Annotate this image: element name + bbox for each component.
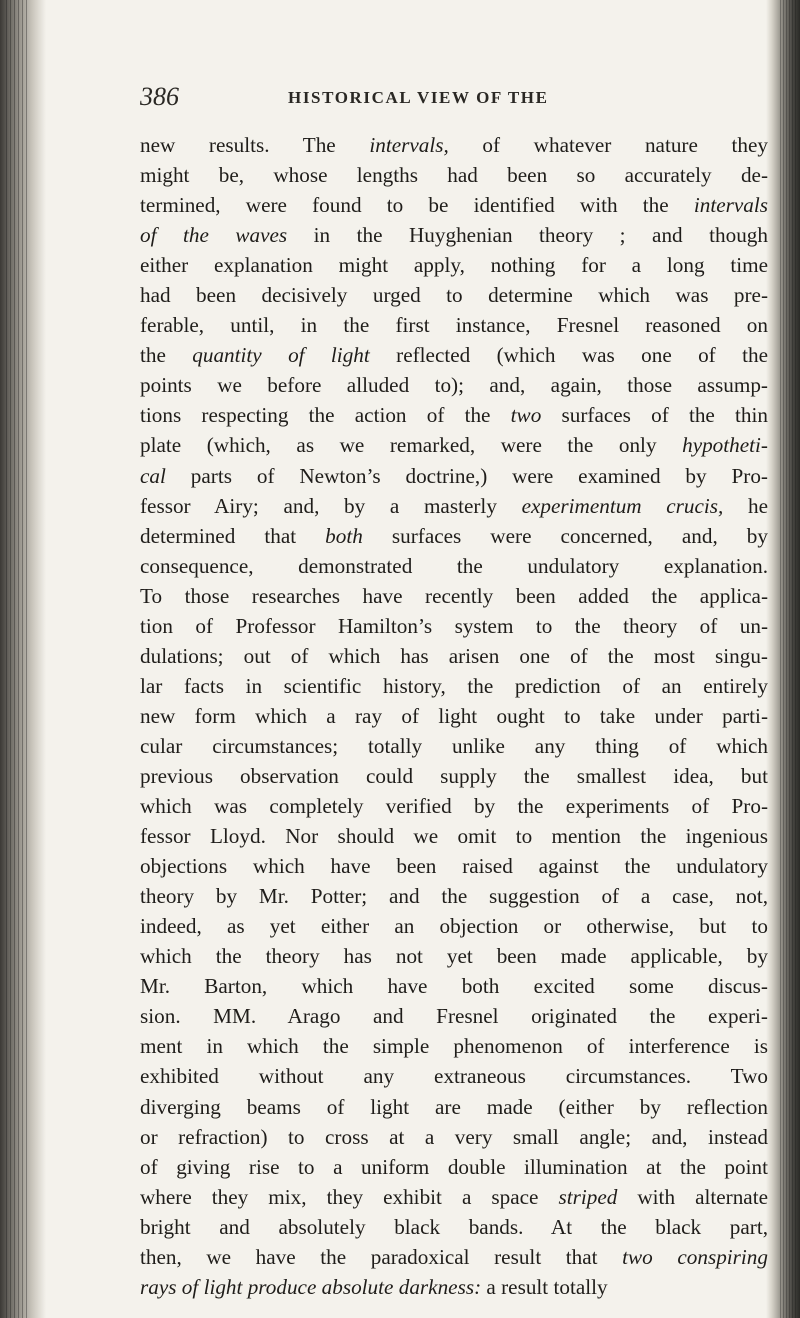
text-line — [140, 881, 768, 911]
text-run: exhibited without any extraneous circumstances. Two — [140, 1064, 768, 1089]
text-run: fessor Lloyd. Nor should we omit to mention the ingenious — [140, 824, 768, 849]
text-run: indeed, as yet either an objection or otherwise, but to — [140, 914, 768, 939]
page-number: 386 — [140, 82, 179, 111]
text-run: lar facts in scientific history, the prediction of an entirely — [140, 673, 768, 698]
text-line — [140, 731, 768, 761]
italic-text: striped — [558, 1184, 618, 1209]
text-run: he — [723, 493, 769, 518]
text-run: To those researches have recently been added the applica- — [140, 583, 768, 608]
text-line — [140, 551, 768, 581]
text-line — [140, 701, 768, 731]
text-run: previous observation could supply the smallest idea, but — [140, 763, 768, 788]
text-run: surfaces of the thin — [541, 403, 768, 428]
text-line — [140, 310, 768, 340]
text-line — [140, 1272, 768, 1302]
text-run: either explanation might apply, nothing for a long time — [140, 253, 768, 278]
text-line — [140, 461, 768, 491]
text-line — [140, 1212, 768, 1242]
text-run: theory by Mr. Potter; and the suggestion of a case, not, — [140, 884, 768, 909]
text-run: which was completely verified by the experiments of Pro- — [140, 794, 768, 819]
text-run: dulations; out of which has arisen one of the most singu- — [140, 643, 768, 668]
text-run: which the theory has not yet been made applicable, by — [140, 944, 768, 969]
text-run: the — [140, 343, 193, 368]
text-line — [140, 1061, 768, 1091]
text-run: ferable, until, in the first instance, Fresnel reasoned on — [140, 313, 768, 338]
italic-text: hypotheti- — [682, 433, 768, 458]
text-line — [140, 1001, 768, 1031]
text-line — [140, 1152, 768, 1182]
text-run: a result totally — [481, 1274, 608, 1299]
text-line — [140, 911, 768, 941]
italic-text: intervals — [693, 193, 768, 218]
text-line — [140, 430, 768, 460]
running-head: HISTORICAL VIEW OF THE — [288, 88, 549, 107]
text-line — [140, 581, 768, 611]
text-line — [140, 1031, 768, 1061]
italic-text: rays of light produce absolute darkness: — [140, 1274, 482, 1299]
text-run: with alternate — [617, 1184, 768, 1209]
text-run: or refraction) to cross at a very small angle; and, instead — [140, 1124, 768, 1149]
text-line — [140, 971, 768, 1001]
text-line — [140, 791, 768, 821]
right-page-edge — [766, 0, 800, 1318]
text-run: where they mix, they exhibit a space — [140, 1184, 559, 1209]
text-line — [140, 1242, 768, 1272]
text-run: consequence, demonstrated the undulatory explanation. — [140, 553, 768, 578]
text-line — [140, 370, 768, 400]
text-line — [140, 400, 768, 430]
text-run: might be, whose lengths had been so accurately de- — [140, 163, 768, 188]
text-line — [140, 220, 768, 250]
text-line — [140, 941, 768, 971]
text-line — [140, 280, 768, 310]
text-run: surfaces were concerned, and, by — [362, 523, 768, 548]
body-text — [140, 130, 768, 1302]
text-run: tion of Professor Hamilton’s system to the theory of un- — [140, 613, 768, 638]
text-run: ment in which the simple phenomenon of interference is — [140, 1034, 768, 1059]
text-line — [140, 1092, 768, 1122]
text-line — [140, 851, 768, 881]
italic-text: two conspiring — [622, 1244, 768, 1269]
text-run: termined, were found to be identified with the — [140, 193, 694, 218]
text-run: then, we have the paradoxical result that — [140, 1244, 623, 1269]
text-run: cular circumstances; totally unlike any thing of which — [140, 733, 768, 758]
italic-text: quantity of light — [192, 343, 370, 368]
text-run: of whatever nature they — [448, 133, 768, 157]
page-header — [140, 82, 760, 112]
italic-text: two — [510, 403, 542, 428]
text-line — [140, 340, 768, 370]
left-page-edge — [0, 0, 46, 1318]
text-line — [140, 761, 768, 791]
text-run: points we before alluded to); and, again, those assump- — [140, 373, 768, 398]
text-run: in the Huyghenian theory ; and though — [287, 223, 768, 248]
italic-text: of the waves — [140, 223, 288, 248]
text-run: Mr. Barton, which have both excited some discus- — [140, 974, 768, 999]
text-run: reflected (which was one of the — [369, 343, 768, 368]
text-run: diverging beams of light are made (either by reflection — [140, 1094, 768, 1119]
text-run: of giving rise to a uniform double illumination at the point — [140, 1154, 768, 1179]
text-run: tions respecting the action of the — [140, 403, 511, 428]
text-run: determined that — [140, 523, 326, 548]
text-run: plate (which, as we remarked, were the only — [140, 433, 683, 458]
text-run: fessor Airy; and, by a masterly — [140, 493, 522, 518]
text-line — [140, 821, 768, 851]
text-run: bright and absolutely black bands. At the black part, — [140, 1214, 768, 1239]
text-line — [140, 250, 768, 280]
italic-text: both — [325, 523, 363, 548]
text-line — [140, 611, 768, 641]
text-run: objections which have been raised against the undulatory — [140, 854, 768, 879]
text-line — [140, 1122, 768, 1152]
text-line — [140, 130, 768, 160]
text-line — [140, 160, 768, 190]
text-line — [140, 671, 768, 701]
italic-text: cal — [140, 463, 166, 488]
text-run: parts of Newton’s doctrine,) were examined by Pro- — [165, 463, 768, 488]
text-line — [140, 1182, 768, 1212]
italic-text: intervals, — [369, 133, 449, 157]
text-line — [140, 190, 768, 220]
text-run: sion. MM. Arago and Fresnel originated the experi- — [140, 1004, 768, 1029]
text-run: new results. The — [140, 133, 370, 157]
text-line — [140, 641, 768, 671]
text-run: had been decisively urged to determine which was pre- — [140, 283, 768, 308]
italic-text: experimentum crucis, — [521, 493, 724, 518]
text-run: new form which a ray of light ought to take under parti- — [140, 703, 768, 728]
text-line — [140, 491, 768, 521]
text-line — [140, 521, 768, 551]
